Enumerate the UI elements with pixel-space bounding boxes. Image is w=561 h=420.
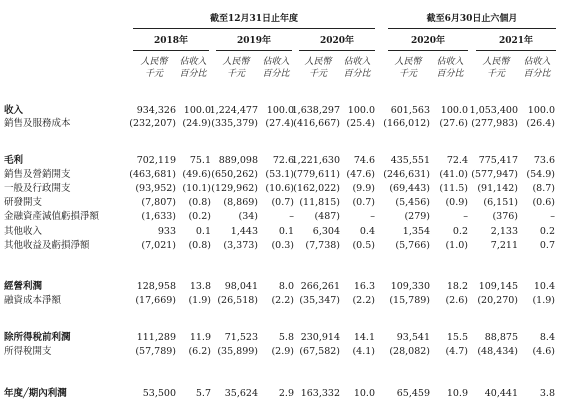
rmb-thousand-header-bottom: 千元 xyxy=(398,69,417,79)
rmb-amount-cell: (162,022) xyxy=(293,183,340,194)
pct-of-revenue-cell: – xyxy=(550,211,555,222)
pct-of-revenue-cell: 100.0 xyxy=(440,105,468,116)
rmb-amount-cell: (577,947) xyxy=(471,169,518,180)
rmb-amount-cell: (11,815) xyxy=(299,197,340,208)
rmb-amount-cell: (7,807) xyxy=(141,197,176,208)
pct-of-revenue-cell: 0.1 xyxy=(195,226,211,237)
pct-of-revenue-cell: (0.7) xyxy=(352,197,375,208)
pct-of-revenue-cell: 0.2 xyxy=(452,226,468,237)
row-label: 研發開支 xyxy=(4,197,43,208)
pct-of-revenue-header-top: 佔收入 xyxy=(179,57,207,67)
pct-of-revenue-cell: (6.2) xyxy=(188,346,211,357)
rmb-amount-cell: 7,211 xyxy=(490,240,518,251)
rmb-amount-cell: 98,041 xyxy=(224,281,258,292)
rmb-amount-cell: (26,518) xyxy=(217,295,258,306)
rmb-amount-cell: 71,523 xyxy=(224,332,258,343)
pct-of-revenue-header-top: 佔收入 xyxy=(343,57,371,67)
rmb-amount-cell: (1,633) xyxy=(141,211,176,222)
rmb-amount-cell: (376) xyxy=(492,211,518,222)
pct-of-revenue-cell: (0.6) xyxy=(532,197,555,208)
rmb-amount-cell: 1,053,400 xyxy=(469,105,518,116)
rmb-amount-cell: 1,638,297 xyxy=(291,105,340,116)
pct-of-revenue-cell: 16.3 xyxy=(353,281,375,292)
year-rule-2018 xyxy=(133,50,209,51)
year-header-2020-h1: 2020年 xyxy=(410,36,446,46)
row-label: 銷售及服務成本 xyxy=(4,118,71,129)
pct-of-revenue-cell: (0.9) xyxy=(445,197,468,208)
pct-of-revenue-cell: (10.1) xyxy=(182,183,211,194)
pct-of-revenue-cell: (4.6) xyxy=(532,346,555,357)
pct-of-revenue-cell: (9.9) xyxy=(352,183,375,194)
row-label: 除所得稅前利潤 xyxy=(4,332,71,343)
pct-of-revenue-cell: (0.3) xyxy=(271,240,294,251)
pct-of-revenue-cell: (0.7) xyxy=(271,197,294,208)
year-rule-2020-h1 xyxy=(388,50,468,51)
pct-of-revenue-cell: 5.8 xyxy=(278,332,294,343)
rmb-amount-cell: 35,624 xyxy=(224,388,258,399)
pct-of-revenue-cell: 72.4 xyxy=(446,155,468,166)
row-label: 經營利潤 xyxy=(4,281,43,292)
pct-of-revenue-cell: (4.7) xyxy=(445,346,468,357)
pct-of-revenue-cell: (2.2) xyxy=(352,295,375,306)
pct-of-revenue-cell: 8.4 xyxy=(539,332,555,343)
pct-of-revenue-cell: 0.1 xyxy=(278,226,294,237)
pct-of-revenue-cell: – xyxy=(463,211,468,222)
rmb-amount-cell: (91,142) xyxy=(477,183,518,194)
rmb-amount-cell: (93,952) xyxy=(135,183,176,194)
group-header-year-end: 截至12月31日止年度 xyxy=(209,14,299,24)
pct-of-revenue-cell: (0.5) xyxy=(352,240,375,251)
rmb-amount-cell: (17,669) xyxy=(135,295,176,306)
pct-of-revenue-cell: (26.4) xyxy=(526,118,555,129)
pct-of-revenue-cell: 8.0 xyxy=(278,281,294,292)
rmb-amount-cell: 702,119 xyxy=(136,155,176,166)
pct-of-revenue-cell: (27.6) xyxy=(439,118,468,129)
rmb-amount-cell: (35,899) xyxy=(217,346,258,357)
pct-of-revenue-cell: 2.9 xyxy=(278,388,294,399)
rmb-thousand-header-bottom: 千元 xyxy=(486,69,505,79)
pct-of-revenue-header-bottom: 百分比 xyxy=(523,69,551,79)
rmb-thousand-header-top: 人民幣 xyxy=(140,57,168,67)
pct-of-revenue-cell: 73.6 xyxy=(533,155,555,166)
pct-of-revenue-cell: (10.6) xyxy=(265,183,294,194)
pct-of-revenue-header-bottom: 百分比 xyxy=(436,69,464,79)
pct-of-revenue-cell: (1.0) xyxy=(445,240,468,251)
row-label: 融資成本淨額 xyxy=(4,295,62,306)
rmb-amount-cell: (15,789) xyxy=(389,295,430,306)
rmb-amount-cell: 1,443 xyxy=(230,226,258,237)
rmb-amount-cell: (650,262) xyxy=(211,169,258,180)
rmb-amount-cell: 1,354 xyxy=(402,226,430,237)
rmb-amount-cell: (279) xyxy=(404,211,430,222)
pct-of-revenue-cell: (0.8) xyxy=(188,240,211,251)
pct-of-revenue-cell: (2.9) xyxy=(271,346,294,357)
pct-of-revenue-cell: – xyxy=(289,211,294,222)
year-rule-2020 xyxy=(299,50,375,51)
rmb-amount-cell: (5,456) xyxy=(395,197,430,208)
pct-of-revenue-cell: 15.5 xyxy=(446,332,468,343)
rmb-amount-cell: (7,021) xyxy=(141,240,176,251)
row-label: 毛利 xyxy=(4,155,24,166)
rmb-amount-cell: 1,221,630 xyxy=(291,155,340,166)
pct-of-revenue-header-bottom: 百分比 xyxy=(262,69,290,79)
rmb-amount-cell: (246,631) xyxy=(383,169,430,180)
rmb-amount-cell: (67,582) xyxy=(299,346,340,357)
rmb-amount-cell: 111,289 xyxy=(136,332,176,343)
rmb-thousand-header-bottom: 千元 xyxy=(226,69,245,79)
rmb-amount-cell: (463,681) xyxy=(129,169,176,180)
pct-of-revenue-cell: (54.9) xyxy=(526,169,555,180)
pct-of-revenue-cell: 18.2 xyxy=(446,281,468,292)
pct-of-revenue-cell: 100.0 xyxy=(347,105,375,116)
rmb-thousand-header-top: 人民幣 xyxy=(222,57,250,67)
rmb-amount-cell: (34) xyxy=(238,211,258,222)
rmb-thousand-header-top: 人民幣 xyxy=(304,57,332,67)
year-header-2019: 2019年 xyxy=(236,36,272,46)
pct-of-revenue-cell: (24.9) xyxy=(182,118,211,129)
rmb-amount-cell: 65,459 xyxy=(396,388,430,399)
pct-of-revenue-cell: 10.4 xyxy=(533,281,555,292)
group-rule-year-end xyxy=(133,28,375,29)
pct-of-revenue-header-top: 佔收入 xyxy=(523,57,551,67)
rmb-amount-cell: 889,098 xyxy=(218,155,258,166)
rmb-amount-cell: (8,869) xyxy=(223,197,258,208)
rmb-amount-cell: 109,145 xyxy=(478,281,518,292)
pct-of-revenue-cell: 10.9 xyxy=(446,388,468,399)
pct-of-revenue-cell: 100.0 xyxy=(527,105,555,116)
pct-of-revenue-cell: (0.2) xyxy=(188,211,211,222)
pct-of-revenue-cell: (4.1) xyxy=(352,346,375,357)
rmb-amount-cell: 2,133 xyxy=(490,226,518,237)
rmb-amount-cell: (35,347) xyxy=(299,295,340,306)
row-label: 所得稅開支 xyxy=(4,346,52,357)
pct-of-revenue-header-top: 佔收入 xyxy=(436,57,464,67)
pct-of-revenue-cell: 10.0 xyxy=(353,388,375,399)
pct-of-revenue-cell: 3.8 xyxy=(539,388,555,399)
rmb-amount-cell: 775,417 xyxy=(478,155,518,166)
rmb-amount-cell: 163,332 xyxy=(300,388,340,399)
rmb-amount-cell: 934,326 xyxy=(136,105,176,116)
pct-of-revenue-cell: (1.9) xyxy=(188,295,211,306)
pct-of-revenue-cell: 14.1 xyxy=(353,332,375,343)
pct-of-revenue-cell: 75.1 xyxy=(189,155,211,166)
rmb-amount-cell: (335,379) xyxy=(211,118,258,129)
pct-of-revenue-cell: 0.4 xyxy=(359,226,375,237)
rmb-amount-cell: (166,012) xyxy=(383,118,430,129)
row-label: 其他收益及虧損淨額 xyxy=(4,240,90,251)
row-label: 金融資產減值虧損淨額 xyxy=(4,211,100,222)
rmb-amount-cell: 53,500 xyxy=(142,388,176,399)
rmb-amount-cell: (232,207) xyxy=(129,118,176,129)
rmb-amount-cell: 435,551 xyxy=(390,155,430,166)
rmb-amount-cell: 93,541 xyxy=(396,332,430,343)
pct-of-revenue-cell: (8.7) xyxy=(532,183,555,194)
rmb-thousand-header-top: 人民幣 xyxy=(394,57,422,67)
rmb-amount-cell: (6,151) xyxy=(483,197,518,208)
rmb-amount-cell: (57,789) xyxy=(135,346,176,357)
pct-of-revenue-cell: (2.2) xyxy=(271,295,294,306)
pct-of-revenue-cell: 100.0 xyxy=(266,105,294,116)
rmb-thousand-header-top: 人民幣 xyxy=(482,57,510,67)
pct-of-revenue-cell: 74.6 xyxy=(353,155,375,166)
rmb-amount-cell: (779,611) xyxy=(293,169,340,180)
rmb-amount-cell: 266,261 xyxy=(300,281,340,292)
rmb-amount-cell: (48,434) xyxy=(477,346,518,357)
rmb-amount-cell: (7,738) xyxy=(305,240,340,251)
pct-of-revenue-cell: (0.8) xyxy=(188,197,211,208)
pct-of-revenue-cell: (41.0) xyxy=(439,169,468,180)
rmb-amount-cell: 230,914 xyxy=(300,332,340,343)
row-label: 銷售及營銷開支 xyxy=(4,169,71,180)
rmb-amount-cell: (20,270) xyxy=(477,295,518,306)
pct-of-revenue-cell: (27.4) xyxy=(265,118,294,129)
year-header-2021-h1: 2021年 xyxy=(498,36,534,46)
pct-of-revenue-header-bottom: 百分比 xyxy=(179,69,207,79)
row-label: 一般及行政開支 xyxy=(4,183,71,194)
rmb-amount-cell: 40,441 xyxy=(484,388,518,399)
pct-of-revenue-cell: 0.7 xyxy=(539,240,555,251)
pct-of-revenue-cell: (49.6) xyxy=(182,169,211,180)
rmb-amount-cell: (277,983) xyxy=(471,118,518,129)
rmb-amount-cell: (69,443) xyxy=(389,183,430,194)
pct-of-revenue-cell: 0.2 xyxy=(539,226,555,237)
pct-of-revenue-cell: (11.5) xyxy=(439,183,468,194)
row-label: 收入 xyxy=(4,105,24,116)
pct-of-revenue-header-top: 佔收入 xyxy=(262,57,290,67)
pct-of-revenue-cell: 100.0 xyxy=(183,105,211,116)
rmb-amount-cell: 6,304 xyxy=(312,226,340,237)
rmb-thousand-header-bottom: 千元 xyxy=(308,69,327,79)
group-header-six-months: 截至6月30日止六個月 xyxy=(426,14,518,24)
pct-of-revenue-cell: 5.7 xyxy=(195,388,211,399)
year-header-2018: 2018年 xyxy=(153,36,189,46)
rmb-amount-cell: 88,875 xyxy=(484,332,518,343)
pct-of-revenue-cell: (1.9) xyxy=(532,295,555,306)
rmb-amount-cell: 601,563 xyxy=(390,105,430,116)
pct-of-revenue-cell: – xyxy=(370,211,375,222)
rmb-amount-cell: (3,373) xyxy=(223,240,258,251)
pct-of-revenue-cell: (2.6) xyxy=(445,295,468,306)
rmb-amount-cell: 933 xyxy=(157,226,176,237)
rmb-amount-cell: (129,962) xyxy=(211,183,258,194)
year-header-2020: 2020年 xyxy=(319,36,355,46)
pct-of-revenue-header-bottom: 百分比 xyxy=(343,69,371,79)
pct-of-revenue-cell: (47.6) xyxy=(346,169,375,180)
rmb-amount-cell: (28,082) xyxy=(389,346,430,357)
pct-of-revenue-cell: 13.8 xyxy=(189,281,211,292)
group-rule-six-months xyxy=(388,28,556,29)
row-label: 年度╱期內利潤 xyxy=(4,388,67,399)
pct-of-revenue-cell: (25.4) xyxy=(346,118,375,129)
rmb-amount-cell: (5,766) xyxy=(395,240,430,251)
year-rule-2019 xyxy=(216,50,292,51)
rmb-amount-cell: 128,958 xyxy=(136,281,176,292)
rmb-amount-cell: (487) xyxy=(314,211,340,222)
year-rule-2021-h1 xyxy=(476,50,556,51)
pct-of-revenue-cell: 11.9 xyxy=(189,332,211,343)
pct-of-revenue-cell: (53.1) xyxy=(265,169,294,180)
rmb-amount-cell: (416,667) xyxy=(293,118,340,129)
rmb-amount-cell: 109,330 xyxy=(390,281,430,292)
row-label: 其他收入 xyxy=(4,226,43,237)
rmb-thousand-header-bottom: 千元 xyxy=(144,69,163,79)
pct-of-revenue-cell: 72.6 xyxy=(272,155,294,166)
rmb-amount-cell: 1,224,477 xyxy=(209,105,258,116)
